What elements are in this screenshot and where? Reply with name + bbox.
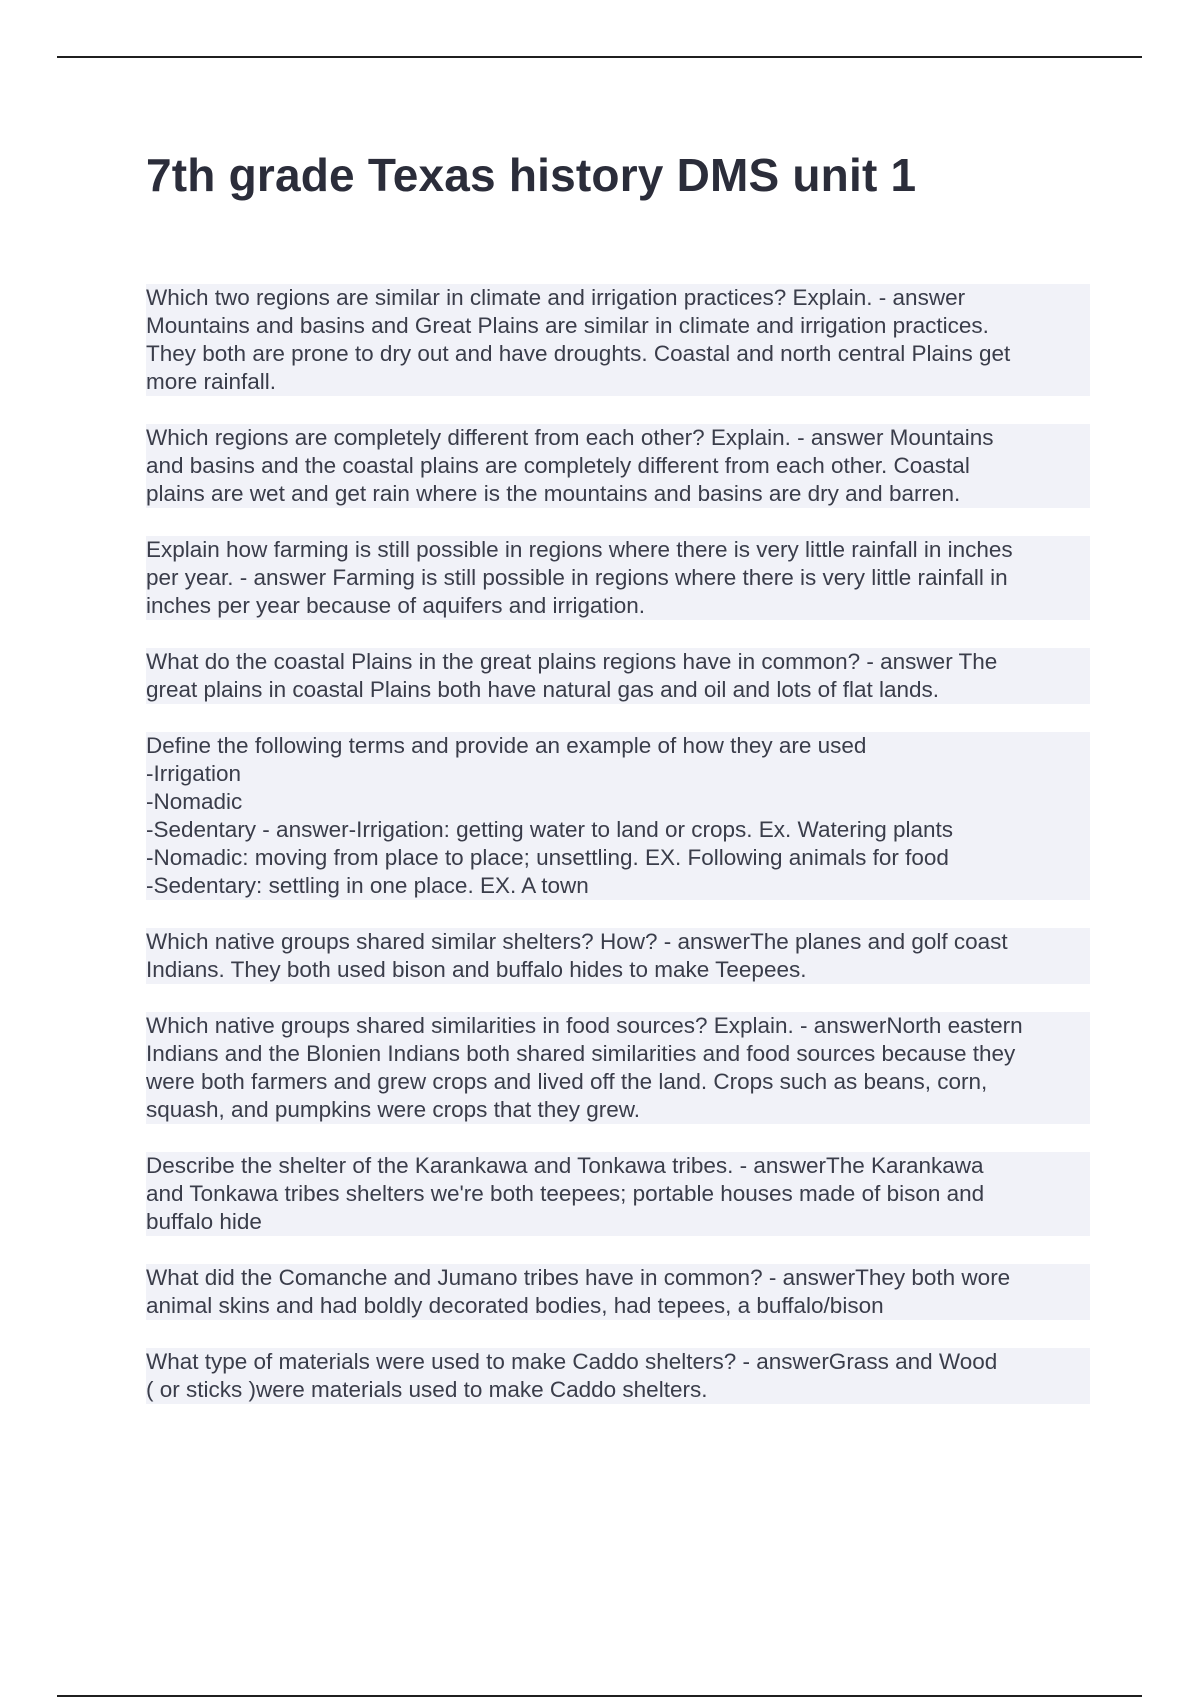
qa-entry xyxy=(146,1152,1090,1236)
qa-line: -Nomadic xyxy=(146,788,1090,816)
qa-line: plains are wet and get rain where is the mountains and basins are dry and barren. xyxy=(146,480,1090,508)
qa-line: They both are prone to dry out and have droughts. Coastal and north central Plains get xyxy=(146,340,1090,368)
qa-line: inches per year because of aquifers and irrigation. xyxy=(146,592,1090,620)
qa-line: What type of materials were used to make Caddo shelters? - answerGrass and Wood xyxy=(146,1348,1090,1376)
qa-entry xyxy=(146,732,1090,900)
qa-line: more rainfall. xyxy=(146,368,1090,396)
qa-line: What do the coastal Plains in the great plains regions have in common? - answer The xyxy=(146,648,1090,676)
qa-entry xyxy=(146,424,1090,508)
top-divider xyxy=(57,56,1142,58)
qa-line: Define the following terms and provide an example of how they are used xyxy=(146,732,1090,760)
qa-line: were both farmers and grew crops and lived off the land. Crops such as beans, corn, xyxy=(146,1068,1090,1096)
qa-line: and basins and the coastal plains are completely different from each other. Coastal xyxy=(146,452,1090,480)
qa-entry xyxy=(146,284,1090,396)
qa-line: Explain how farming is still possible in regions where there is very little rainfall in inches xyxy=(146,536,1090,564)
qa-line: buffalo hide xyxy=(146,1208,1090,1236)
qa-line: Which two regions are similar in climate and irrigation practices? Explain. - answer xyxy=(146,284,1090,312)
qa-line: animal skins and had boldly decorated bodies, had tepees, a buffalo/bison xyxy=(146,1292,1090,1320)
qa-line: Which native groups shared similar shelters? How? - answerThe planes and golf coast xyxy=(146,928,1090,956)
qa-line: per year. - answer Farming is still possible in regions where there is very little rainfall in xyxy=(146,564,1090,592)
qa-line: What did the Comanche and Jumano tribes have in common? - answerThey both wore xyxy=(146,1264,1090,1292)
qa-entry xyxy=(146,648,1090,704)
qa-entry xyxy=(146,1264,1090,1320)
bottom-divider xyxy=(57,1695,1142,1697)
qa-line: and Tonkawa tribes shelters we're both teepees; portable houses made of bison and xyxy=(146,1180,1090,1208)
qa-line: ( or sticks )were materials used to make Caddo shelters. xyxy=(146,1376,1090,1404)
qa-line: Which regions are completely different from each other? Explain. - answer Mountains xyxy=(146,424,1090,452)
qa-line: Describe the shelter of the Karankawa and Tonkawa tribes. - answerThe Karankawa xyxy=(146,1152,1090,1180)
qa-line: Which native groups shared similarities in food sources? Explain. - answerNorth eastern xyxy=(146,1012,1090,1040)
qa-line: squash, and pumpkins were crops that they grew. xyxy=(146,1096,1090,1124)
qa-entry xyxy=(146,1012,1090,1124)
qa-line: great plains in coastal Plains both have natural gas and oil and lots of flat lands. xyxy=(146,676,1090,704)
qa-line: -Sedentary: settling in one place. EX. A town xyxy=(146,872,1090,900)
qa-line: Mountains and basins and Great Plains are similar in climate and irrigation practices. xyxy=(146,312,1090,340)
qa-entry xyxy=(146,928,1090,984)
qa-list xyxy=(146,284,1090,1432)
document-title: 7th grade Texas history DMS unit 1 xyxy=(146,149,917,201)
qa-line: -Irrigation xyxy=(146,760,1090,788)
qa-line: Indians. They both used bison and buffalo hides to make Teepees. xyxy=(146,956,1090,984)
qa-line: -Sedentary - answer-Irrigation: getting water to land or crops. Ex. Watering plants xyxy=(146,816,1090,844)
qa-line: Indians and the Blonien Indians both shared similarities and food sources because they xyxy=(146,1040,1090,1068)
qa-entry xyxy=(146,1348,1090,1404)
qa-entry xyxy=(146,536,1090,620)
qa-line: -Nomadic: moving from place to place; unsettling. EX. Following animals for food xyxy=(146,844,1090,872)
